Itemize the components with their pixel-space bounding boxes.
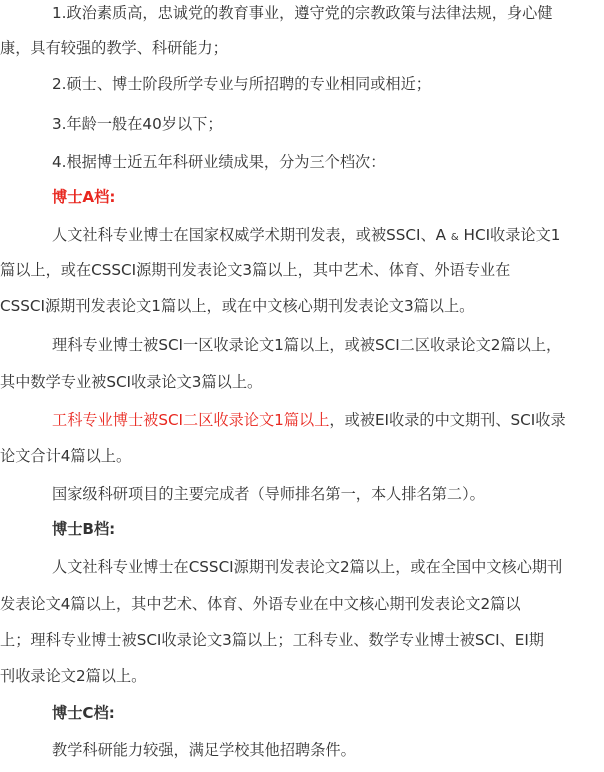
level-a-engineering-line-1 [52, 410, 566, 430]
level-a-science-line-1: 理科专业博士被SCI一区收录论文1篇以上，或被SCI二区收录论文2篇以上， [52, 336, 562, 354]
level-a-humanities-text-2: HCI收录论文1 [463, 226, 561, 244]
level-b-line-2: 发表论文4篇以上，其中艺术、体育、外语专业在中文核心期刊发表论文2篇以 [0, 595, 521, 613]
level-b-line-4: 刊收录论文2篇以上。 [0, 667, 147, 685]
ampersand-glyph: & [450, 232, 459, 243]
level-a-engineering-rest: ，或被EI收录的中文期刊、SCI收录 [329, 411, 566, 429]
level-a-humanities-line-3: CSSCI源期刊发表论文1篇以上，或在中文核心期刊发表论文3篇以上。 [0, 297, 475, 315]
level-b-heading: 博士B档: [52, 520, 116, 538]
level-a-heading: 博士A档: [52, 188, 116, 206]
level-b-line-1: 人文社科专业博士在CSSCI源期刊发表论文2篇以上，或在全国中文核心期刊 [52, 558, 563, 576]
level-a-engineering-line-2: 论文合计4篇以上。 [0, 447, 132, 465]
level-a-engineering-highlight: 工科专业博士被SCI二区收录论文1篇以上 [52, 411, 330, 429]
level-c-heading: 博士C档: [52, 704, 115, 722]
level-b-line-3: 上；理科专业博士被SCI收录论文3篇以上；工科专业、数学专业博士被SCI、EI期 [0, 631, 544, 649]
level-a-science-line-2: 其中数学专业被SCI收录论文3篇以上。 [0, 373, 263, 391]
level-a-humanities-line-2: 篇以上，或在CSSCI源期刊发表论文3篇以上，其中艺术、体育、外语专业在 [0, 261, 511, 279]
requirement-2: 2.硕士、博士阶段所学专业与所招聘的专业相同或相近； [52, 75, 431, 93]
requirement-1-line-2: 康，具有较强的教学、科研能力； [0, 39, 228, 57]
level-c-line-1: 教学科研能力较强，满足学校其他招聘条件。 [52, 741, 356, 759]
level-a-humanities-text-1: 人文社科专业博士在国家权威学术期刊发表，或被SSCI、A [52, 226, 447, 244]
level-a-project: 国家级科研项目的主要完成者（导师排名第一，本人排名第二）。 [52, 485, 485, 503]
requirement-4: 4.根据博士近五年科研业绩成果，分为三个档次： [52, 153, 386, 171]
level-a-humanities-line-1 [52, 225, 560, 248]
requirement-1-line-1: 1.政治素质高，忠诚党的教育事业，遵守党的宗教政策与法律法规，身心健 [52, 4, 553, 22]
requirement-3: 3.年龄一般在40岁以下； [52, 115, 223, 133]
